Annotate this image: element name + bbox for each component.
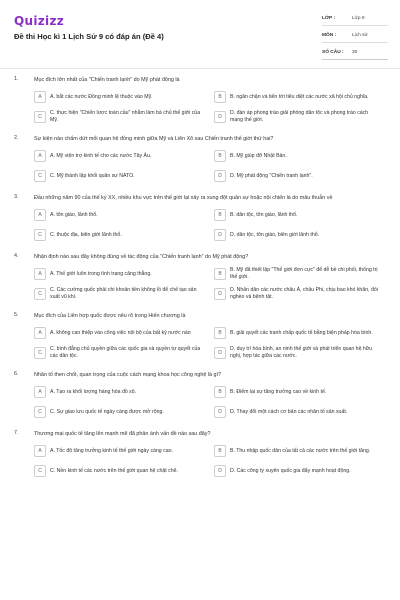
option-letter-box: C: [34, 347, 46, 359]
answer-option-d[interactable]: [214, 168, 382, 184]
option-letter-box: C: [34, 170, 46, 182]
question-7: [0, 430, 400, 479]
answer-option-c[interactable]: [34, 345, 202, 361]
answer-option-a[interactable]: [34, 325, 202, 341]
question-text: Đầu những năm 90 của thế kỷ XX, nhiều khu vực trên thế giới lại xảy ra xung đột quân sự hoặc nội chiến là do mâu thuẫn về: [34, 195, 333, 201]
answer-option-a[interactable]: [34, 266, 202, 282]
answer-option-a[interactable]: [34, 384, 202, 400]
option-letter-box: D: [214, 288, 226, 300]
answer-option-b[interactable]: [214, 89, 382, 105]
meta-row-subject: [322, 29, 388, 43]
question-text: Sự kiện nào chấm dứt mối quan hệ đồng minh giữa Mỹ và Liên Xô sau Chiến tranh thế giới thứ hai?: [34, 136, 274, 142]
meta-panel: [322, 12, 388, 63]
question-number: 5.: [14, 312, 19, 318]
option-letter-box: A: [34, 150, 46, 162]
answer-option-b[interactable]: [214, 384, 382, 400]
meta-label: MÔN :: [322, 33, 337, 38]
question-3: [0, 194, 400, 243]
option-text: D. Thay đổi một cách cơ bản các nhân tố sản xuất.: [230, 408, 348, 415]
option-letter-box: C: [34, 111, 46, 123]
option-text: C. Nền kinh tế các nước trên thế giới quan hệ chặt chẽ.: [50, 467, 178, 474]
question-number: 3.: [14, 194, 19, 200]
answer-option-d[interactable]: [214, 227, 382, 243]
question-number: 4.: [14, 253, 19, 259]
answer-option-c[interactable]: [34, 286, 202, 302]
option-text: B. Thu nhập quốc dân của tất cả các nước trên thế giới tăng.: [230, 447, 371, 454]
answer-options: [34, 207, 386, 243]
option-letter-box: D: [214, 229, 226, 241]
answer-option-d[interactable]: [214, 345, 382, 361]
option-text: B. Mỹ giúp đỡ Nhật Bản.: [230, 152, 287, 159]
question-text: Nhân tố then chốt, quan trọng của cuộc cách mạng khoa học công nghệ là gì?: [34, 372, 222, 378]
option-text: A. Tốc độ tăng trưởng kinh tế thế giới ngày càng cao.: [50, 447, 173, 454]
quizizz-logo: Quizizz: [14, 14, 65, 28]
option-text: C. Mỹ thành lập khối quân sự NATO.: [50, 172, 135, 179]
question-text: Mục đích của Liên hợp quốc được nêu rõ trong Hiến chương là: [34, 313, 186, 319]
option-letter-box: C: [34, 288, 46, 300]
option-text: C. bình đẳng chủ quyền giữa các quốc gia và quyền tự quyết của các dân tộc.: [50, 346, 201, 359]
answer-option-a[interactable]: [34, 89, 202, 105]
question-text: Mục đích lớn nhất của "Chiến tranh lạnh" do Mỹ phát động là: [34, 77, 180, 83]
meta-value: Lớp 9: [352, 16, 365, 21]
question-text: Nhận định nào sau đây không đúng về tác động của "Chiến tranh lạnh" do Mỹ phát động?: [34, 254, 249, 260]
document-title: Đề thi Học kì 1 Lịch Sử 9 có đáp án (Đề 4): [14, 32, 164, 41]
answer-option-b[interactable]: [214, 325, 382, 341]
answer-option-a[interactable]: [34, 443, 202, 459]
answer-options: [34, 443, 386, 479]
option-text: C. Sự giao lưu quốc tế ngày càng được mở rộng.: [50, 408, 164, 415]
option-text: A. Mỹ viện trợ kinh tế cho các nước Tây Âu.: [50, 152, 152, 159]
answer-option-b[interactable]: [214, 266, 382, 282]
option-letter-box: D: [214, 465, 226, 477]
meta-row-class: [322, 12, 388, 26]
question-number: 1.: [14, 76, 19, 82]
meta-label: SỐ CÂU :: [322, 50, 344, 55]
option-text: C. Các cường quốc phải chi khoản tiền không lồ để chế tạo sản xuất vũ khí.: [50, 287, 197, 300]
option-text: B. Mỹ đã thiết lập "Thế giới đơn cực" để dễ bề chi phối, thống trị thế giới.: [230, 267, 378, 280]
answer-options: [34, 266, 386, 302]
question-text: Thương mại quốc tế tăng lên mạnh mẽ đã phản ánh vấn đề nào sau đây?: [34, 431, 211, 437]
meta-label: LỚP :: [322, 16, 336, 21]
option-letter-box: D: [214, 406, 226, 418]
option-letter-box: B: [214, 327, 226, 339]
answer-options: [34, 325, 386, 361]
question-5: [0, 312, 400, 361]
option-text: C. thuộc địa, biên giới lãnh thổ.: [50, 231, 122, 238]
answer-option-c[interactable]: [34, 404, 202, 420]
answer-options: [34, 148, 386, 184]
option-letter-box: D: [214, 170, 226, 182]
answer-option-c[interactable]: [34, 463, 202, 479]
option-text: A. Thế giới luôn trong tình trạng căng thẳng.: [50, 270, 152, 277]
answer-option-c[interactable]: [34, 227, 202, 243]
option-letter-box: B: [214, 150, 226, 162]
answer-option-c[interactable]: [34, 109, 202, 125]
option-letter-box: D: [214, 347, 226, 359]
answer-options: [34, 384, 386, 420]
answer-option-d[interactable]: [214, 463, 382, 479]
option-text: C. thực hiện "Chiến lược toàn cầu" nhằm làm bá chủ thế giới của Mỹ.: [50, 110, 201, 123]
question-4: [0, 253, 400, 302]
option-text: D. dân tộc, tôn giáo, biên giới lãnh thổ.: [230, 231, 320, 238]
meta-value: 30: [352, 50, 358, 55]
option-letter-box: C: [34, 229, 46, 241]
option-letter-box: B: [214, 386, 226, 398]
option-text: B. ngăn chặn và tiến tới tiêu diệt các nước xã hội chủ nghĩa.: [230, 93, 369, 100]
answer-option-c[interactable]: [34, 168, 202, 184]
option-letter-box: A: [34, 386, 46, 398]
document-header: [0, 0, 400, 70]
option-letter-box: B: [214, 445, 226, 457]
question-list: [0, 76, 400, 489]
option-letter-box: A: [34, 327, 46, 339]
option-letter-box: B: [214, 91, 226, 103]
option-text: D. Các công ty xuyên quốc gia đẩy mạnh hoạt động.: [230, 467, 351, 474]
meta-row-count: [322, 46, 388, 60]
meta-value: Lịch sử: [352, 33, 368, 38]
option-text: D. đàn áp phong trào giải phóng dân tộc và phong trào cách mạng thế giới.: [230, 110, 369, 123]
option-text: A. không can thiệp vào công việc nội bộ của bất kỳ nước nào: [50, 329, 191, 336]
option-letter-box: A: [34, 91, 46, 103]
answer-option-b[interactable]: [214, 207, 382, 223]
option-letter-box: B: [214, 268, 226, 280]
option-letter-box: C: [34, 465, 46, 477]
answer-option-b[interactable]: [214, 148, 382, 164]
answer-option-d[interactable]: [214, 286, 382, 302]
option-text: D. Nhân dân các nước châu Á, châu Phi, chịu bao khó khăn, đói nghèo và bệnh tật.: [230, 287, 378, 300]
option-text: A. tôn giáo, lãnh thổ.: [50, 211, 98, 218]
option-letter-box: C: [34, 406, 46, 418]
option-letter-box: B: [214, 209, 226, 221]
option-letter-box: A: [34, 268, 46, 280]
answer-option-b[interactable]: [214, 443, 382, 459]
answer-option-a[interactable]: [34, 207, 202, 223]
answer-option-a[interactable]: [34, 148, 202, 164]
question-2: [0, 135, 400, 184]
answer-option-d[interactable]: [214, 109, 382, 125]
answer-options: [34, 89, 386, 125]
question-number: 2.: [14, 135, 19, 141]
answer-option-d[interactable]: [214, 404, 382, 420]
question-number: 7.: [14, 430, 19, 436]
question-number: 6.: [14, 371, 19, 377]
option-text: B. giải quyết các tranh chấp quốc tế bằng biện pháp hòa bình.: [230, 329, 373, 336]
question-6: [0, 371, 400, 420]
header-divider: [0, 68, 400, 69]
option-letter-box: A: [34, 209, 46, 221]
question-1: [0, 76, 400, 125]
option-text: B. dân tộc, tôn giáo, lãnh thổ.: [230, 211, 298, 218]
option-text: A. bắt các nước Đồng minh lệ thuộc vào Mỹ.: [50, 93, 153, 100]
option-text: D. duy trì hòa bình, an ninh thế giới và phát triển quan hệ hữu nghị, hợp tác giữa các nước.: [230, 346, 373, 359]
option-text: B. Điểm lại sự tăng trưởng cao về kinh tế.: [230, 388, 327, 395]
option-letter-box: A: [34, 445, 46, 457]
option-text: A. Tạo ra khối lượng hàng hóa đồ sộ.: [50, 388, 137, 395]
option-text: D. Mỹ phát động "Chiến tranh lạnh".: [230, 172, 313, 179]
option-letter-box: D: [214, 111, 226, 123]
